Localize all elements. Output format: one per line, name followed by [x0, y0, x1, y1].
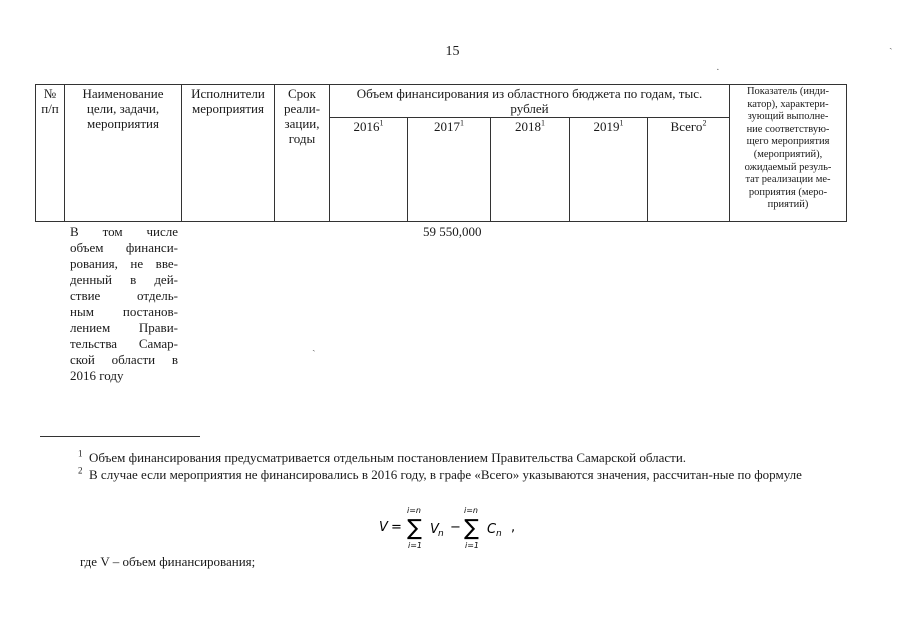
formula-tail: ,: [511, 520, 516, 535]
formula: [375, 502, 575, 554]
term2: C: [487, 522, 497, 537]
term2-sub: n: [496, 529, 502, 539]
value-2017: 59 550,000: [423, 224, 482, 239]
header-name: Наименование цели, задачи, мероприятия: [65, 85, 182, 222]
year-2018: 2018$^1$: [491, 118, 570, 222]
sum2-upper: i=n: [464, 506, 478, 515]
where-clause: где V – объем финансирования;: [80, 554, 256, 569]
formula-lhs: V: [379, 520, 388, 535]
header-num: № п/п: [36, 85, 65, 222]
header-executors: Исполнители мероприятия: [182, 85, 275, 222]
scan-mark: ·: [716, 64, 720, 76]
formula-eq: =: [391, 520, 402, 535]
funding-table: [35, 84, 847, 222]
footnote-1: $^1$ Объем финансирования предусматривается отдельным постановлением Правительства Самарской области.: [78, 448, 687, 465]
term1-sub: n: [438, 529, 444, 539]
footnote-separator: [40, 436, 200, 437]
header-funding: Объем финансирования из областного бюджета по годам, тыс. рублей: [330, 85, 730, 118]
sum1-lower: i=1: [408, 541, 423, 550]
year-2019: 2019$^1$: [570, 118, 648, 222]
sum2-lower: i=1: [465, 541, 480, 550]
header-indicator: Показатель (инди- катор), характери- зующий выполне- ние соответствую- щего мероприятия (мероприятий), ожидаемый резуль- тат реализации ме- роприятия (меро- приятий): [730, 85, 847, 222]
footnote-2: $^2$ В случае если мероприятия не финансировались в 2016 году, в графе «Всего» указываются значения, рассчитан-ные по формуле: [78, 465, 802, 482]
scan-mark: ˏ: [889, 38, 893, 50]
page-number: 15: [445, 44, 460, 59]
formula-minus: −: [450, 520, 461, 535]
sum1-sigma: ∑: [407, 516, 422, 541]
scan-mark: ˎ: [312, 340, 316, 352]
year-total: Всего$^2$: [648, 118, 730, 222]
sum1-upper: i=n: [407, 506, 421, 515]
year-2016: 2016$^1$: [330, 118, 408, 222]
term1: V: [430, 522, 439, 537]
header-term: Срок реали- зации, годы: [275, 85, 330, 222]
row-name: В том числе объем финанси- рования, не вве- денный в дей- ствие отдель- ным постанов- лением Прави- тельства Самар- ской области в 2016 году: [70, 224, 178, 383]
sum2-sigma: ∑: [464, 516, 479, 541]
year-2017: 2017$^1$: [408, 118, 491, 222]
